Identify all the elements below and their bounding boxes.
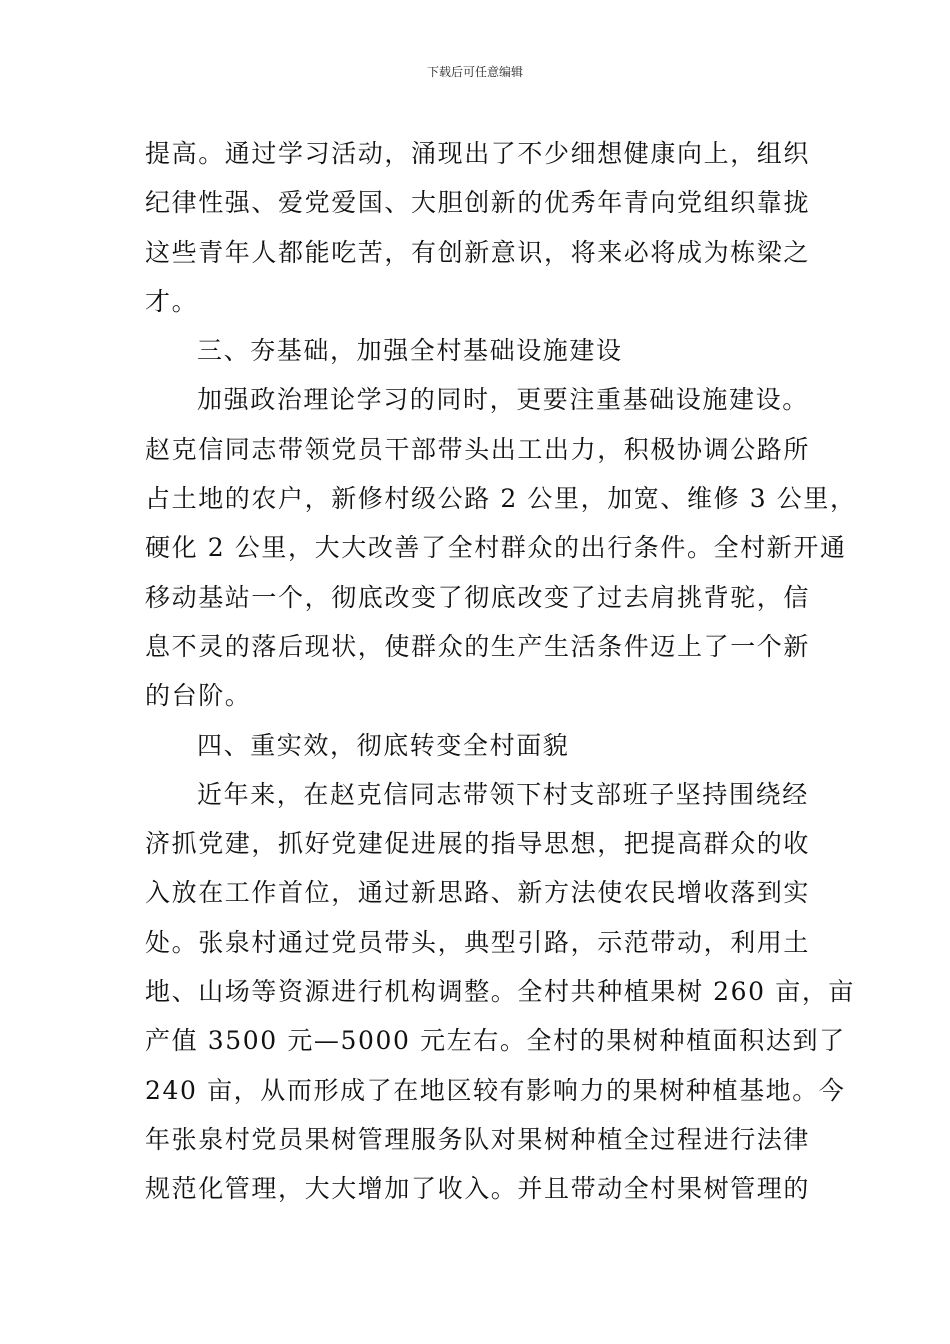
text-line: 硬化 2 公里，大大改善了全村群众的出行条件。全村新开通 (145, 533, 847, 563)
section-heading: 三、夯基础，加强全村基础设施建设 (197, 336, 623, 366)
text-line: 年张泉村党员果树管理服务队对果树种植全过程进行法律 (145, 1124, 811, 1154)
text-line: 息不灵的落后现状，使群众的生产生活条件迈上了一个新 (145, 631, 811, 661)
text-line: 加强政治理论学习的同时，更要注重基础设施建设。 (197, 385, 809, 415)
text-line: 纪律性强、爱党爱国、大胆创新的优秀年青向党组织靠拢 (145, 188, 811, 218)
text-line: 赵克信同志带领党员干部带头出工出力，积极协调公路所 (145, 434, 811, 464)
section-heading: 四、重实效，彻底转变全村面貌 (197, 730, 570, 760)
text-line: 规范化管理，大大增加了收入。并且带动全村果树管理的 (145, 1174, 811, 1204)
body-text (145, 129, 857, 1214)
text-line: 240 亩，从而形成了在地区较有影响力的果树种植基地。今 (145, 1075, 846, 1105)
text-line: 近年来，在赵克信同志带领下村支部班子坚持围绕经 (197, 779, 809, 809)
text-line: 占土地的农户，新修村级公路 2 公里，加宽、维修 3 公里， (145, 484, 857, 514)
text-line: 才。 (145, 286, 199, 316)
page-header-note: 下载后可任意编辑 (426, 65, 523, 79)
text-line: 提高。通过学习活动，涌现出了不少细想健康向上，组织 (145, 139, 811, 168)
text-line: 的台阶。 (145, 681, 252, 711)
text-line: 这些青年人都能吃苦，有创新意识，将来必将成为栋梁之 (145, 237, 811, 267)
text-line: 处。张泉村通过党员带头，典型引路，示范带动，利用土 (145, 927, 811, 957)
text-line: 济抓党建，抓好党建促进展的指导思想，把提高群众的收 (145, 829, 811, 859)
text-line: 入放在工作首位，通过新思路、新方法使农民增收落到实 (145, 878, 811, 908)
text-line: 地、山场等资源进行机构调整。全村共种植果树 260 亩，亩 (145, 977, 856, 1007)
text-line: 移动基站一个，彻底改变了彻底改变了过去肩挑背驼，信 (145, 582, 811, 612)
text-line: 产值 3500 元—5000 元左右。全村的果树种植面积达到了 (145, 1026, 846, 1056)
